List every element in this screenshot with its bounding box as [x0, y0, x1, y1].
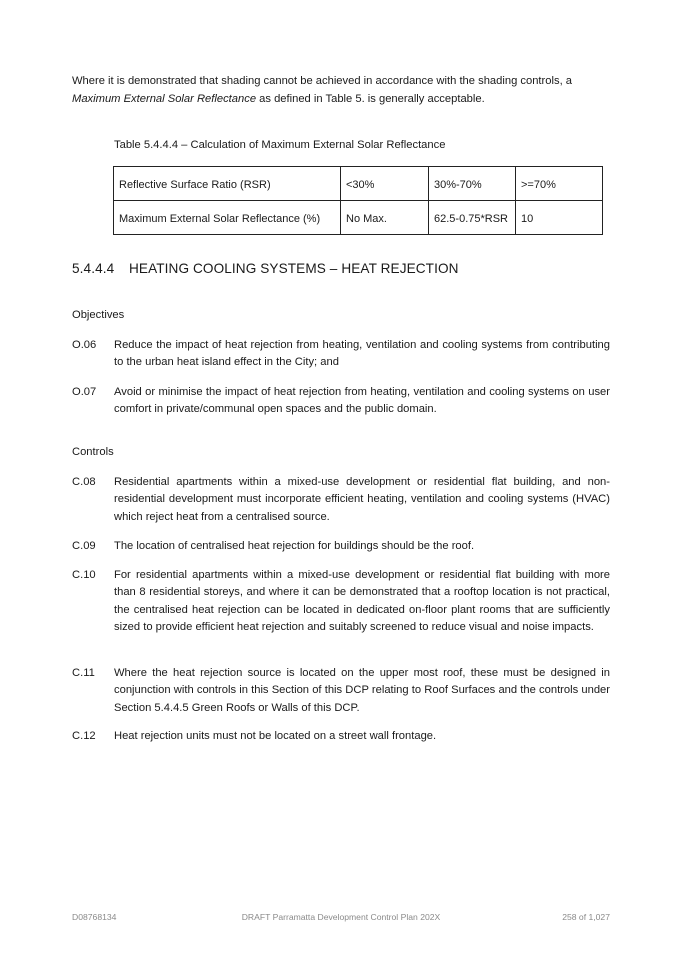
footer-title: DRAFT Parramatta Development Control Plan 202X — [241, 912, 441, 922]
clause-text: Avoid or minimise the impact of heat rejection from heating, ventilation and cooling systems on user comfort in private/communal open spaces and the public domain. — [114, 386, 610, 416]
control-item — [72, 665, 610, 717]
clause-code: C.12 — [72, 730, 96, 742]
intro-paragraph — [72, 73, 612, 108]
table-cell: 10 — [516, 201, 603, 235]
table-row — [114, 167, 603, 201]
table-cell: 30%-70% — [429, 167, 516, 201]
footer-doc-id: D08768134 — [72, 912, 117, 922]
objective-item — [72, 384, 610, 419]
clause-text: Residential apartments within a mixed-use development or residential flat building, and non-residential development must incorporate efficient heating, ventilation and cooling systems (HVAC) which reject heat from a centralised source. — [114, 476, 610, 523]
table-cell: 62.5-0.75*RSR — [429, 201, 516, 235]
control-item — [72, 567, 610, 636]
clause-code: O.06 — [72, 339, 97, 351]
controls-heading: Controls — [72, 446, 114, 458]
table-cell: No Max. — [341, 201, 429, 235]
clause-code: O.07 — [72, 386, 97, 398]
section-number: 5.4.4.4 — [72, 261, 115, 276]
control-item — [72, 538, 610, 555]
intro-emphasis: Maximum External Solar Reflectance — [72, 92, 257, 105]
table-caption: Table 5.4.4.4 – Calculation of Maximum External Solar Reflectance — [114, 139, 446, 151]
table-cell: Maximum External Solar Reflectance (%) — [114, 201, 341, 235]
clause-text: Reduce the impact of heat rejection from heating, ventilation and cooling systems from contributing to the urban heat island effect in the City; and — [114, 339, 610, 369]
clause-code: C.11 — [72, 667, 95, 679]
objectives-heading: Objectives — [72, 309, 125, 321]
section-heading — [72, 261, 459, 276]
footer-page-number: 258 of 1,027 — [562, 912, 610, 922]
clause-code: C.09 — [72, 540, 96, 552]
clause-code: C.08 — [72, 476, 96, 488]
table-cell: <30% — [341, 167, 429, 201]
clause-text: The location of centralised heat rejection for buildings should be the roof. — [114, 540, 475, 552]
control-item — [72, 474, 610, 526]
table-cell: Reflective Surface Ratio (RSR) — [114, 167, 341, 201]
section-title: HEATING COOLING SYSTEMS – HEAT REJECTION — [129, 261, 459, 276]
control-item — [72, 728, 610, 745]
clause-text: Where the heat rejection source is located on the upper most roof, these must be designed in conjunction with controls in this Section of this DCP relating to Roof Surfaces and the controls under Section 5.4.4.5 Green Roofs or Walls of this DCP. — [114, 667, 610, 714]
clause-text: Heat rejection units must not be located on a street wall frontage. — [114, 730, 437, 742]
intro-text-before: Where it is demonstrated that shading cannot be achieved in accordance with the shading controls, a — [72, 75, 573, 87]
clause-text: For residential apartments within a mixed-use development or residential flat building with more than 8 residential storeys, and where it can be demonstrated that a rooftop location is not practical, the centralised heat rejection can be located in dedicated on-floor plant rooms that are sufficiently sized to provide efficient heat rejection and suitably screened to reduce visual and noise impacts. — [114, 569, 610, 633]
table-cell: >=70% — [516, 167, 603, 201]
reflectance-table — [113, 166, 603, 235]
intro-text-after: as defined in Table 5. is generally acceptable. — [256, 92, 485, 105]
table-row — [114, 201, 603, 235]
objective-item — [72, 337, 610, 372]
clause-code: C.10 — [72, 569, 96, 581]
